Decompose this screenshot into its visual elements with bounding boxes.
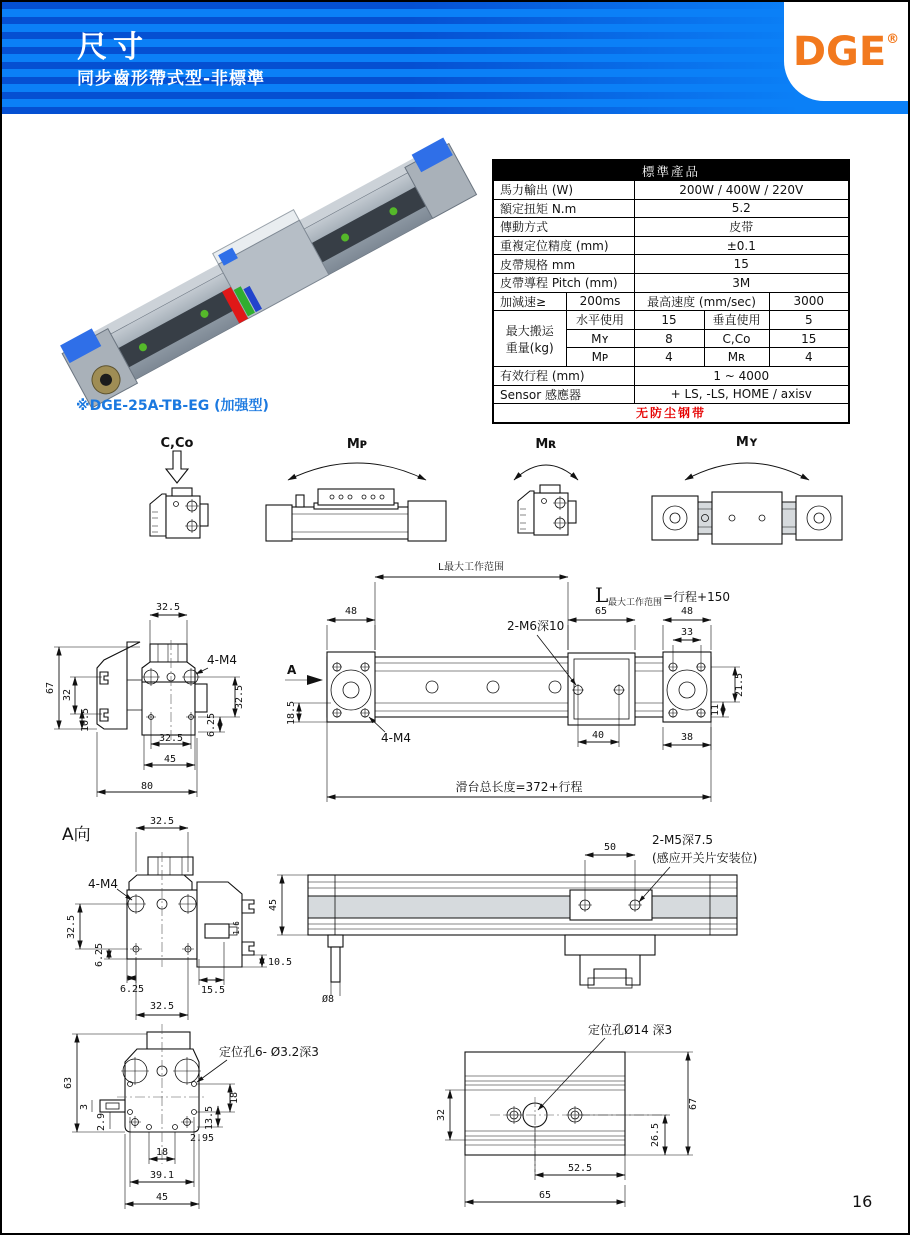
formula-L: L [595, 583, 609, 607]
dim-work-range: L最大工作范围 [437, 562, 505, 573]
mv-dim-39-1: 39.1 [149, 1170, 175, 1181]
spec-value: 8 [634, 329, 704, 348]
av-callout-m4: 4-M4 [88, 877, 118, 891]
sv-callout-m5: 2-M5深7.5 [652, 833, 714, 847]
mv-dim-2-9: 2.9 [96, 1112, 107, 1132]
cs-callout-m4: 4-M4 [207, 653, 237, 667]
spec-label: 加減速≥ [493, 292, 566, 311]
mv-callout-leader [197, 1060, 227, 1082]
cco-section-sketch [150, 488, 208, 538]
spec-label: C,Co [704, 329, 769, 348]
spec-label: Mʏ [566, 329, 634, 348]
spec-table [492, 159, 850, 424]
av-dim-15-5: 15.5 [200, 985, 226, 996]
spec-value: 3M [634, 273, 849, 292]
cs-dim-6-25: 6.25 [206, 712, 217, 738]
cs-callout-m4-leader [196, 668, 208, 674]
cs-dim-80: 80 [140, 781, 154, 792]
slider-profile [142, 640, 207, 740]
view-arrow-label: A [287, 663, 297, 677]
formula-sub: 最大工作范围 [608, 598, 663, 608]
av-dim-32-5-bottom: 32.5 [149, 1001, 175, 1012]
view-arrow-icon [307, 675, 323, 685]
side-view-drawing [270, 820, 908, 1012]
cs-dim-32-5-top: 32.5 [155, 602, 181, 613]
mr-label: Mʀ [535, 437, 557, 452]
cs-dim-45: 45 [163, 754, 177, 765]
spec-value: 15 [769, 329, 849, 348]
cross-section-drawing [32, 592, 282, 807]
a-view-title: A向 [62, 825, 91, 845]
mv-dim-18: 18 [229, 1091, 240, 1105]
spec-value: 4 [769, 348, 849, 367]
my-label: Mʏ [735, 435, 759, 450]
model-caption: ※DGE-25A-TB-EG (加强型) [76, 398, 269, 414]
pv-dim-67: 67 [688, 1097, 699, 1111]
dim-total-length: 滑台总长度=372+行程 [455, 780, 583, 794]
spec-value: 5 [769, 311, 849, 330]
av-dim-1-6: 1.6 [232, 921, 241, 935]
sv-dim-50: 50 [603, 842, 617, 853]
rail-outline [327, 657, 711, 717]
pv-dim-65: 65 [538, 1190, 552, 1201]
moment-mr-diagram [504, 434, 589, 549]
spec-label: 最高速度 (mm/sec) [634, 292, 769, 311]
mv-dim-45: 45 [155, 1192, 169, 1203]
dim-65: 65 [594, 606, 608, 617]
pv-dim-26-5: 26.5 [650, 1122, 661, 1148]
mr-section-sketch [518, 485, 576, 535]
av-dim-6-25-bottom: 6.25 [119, 984, 145, 995]
cs-dim-10-5: 10.5 [80, 707, 91, 733]
spec-label: Sensor 感應器 [493, 385, 634, 404]
spec-label: Mᴘ [566, 348, 634, 367]
spec-value: 皮带 [634, 218, 849, 237]
brand-logo: DGE® [792, 28, 900, 75]
cs-dim-32-5-right: 32.5 [234, 684, 245, 710]
my-topview-sketch [652, 492, 842, 544]
plate-view-drawing [430, 1012, 722, 1227]
mv-dim-3: 3 [79, 1103, 90, 1111]
spec-label: 馬力輸出 (W) [493, 181, 634, 200]
mp-label: Mᴘ [346, 437, 368, 452]
page-title: 尺寸 [77, 30, 149, 65]
a-view-rail-profile [197, 882, 254, 967]
dim-21-5: 21.5 [734, 672, 745, 698]
sensor-plate [570, 890, 652, 920]
av-dim-6-25-left: 6.25 [94, 942, 105, 968]
mv-dim-2-95: 2.95 [190, 1133, 215, 1144]
dim-18-5: 18.5 [286, 700, 297, 726]
cco-label: C,Co [160, 436, 194, 451]
mv-dim-18-bottom: 18 [155, 1147, 169, 1158]
sv-dim-45: 45 [268, 898, 279, 912]
pv-callout-hole: 定位孔Ø14 深3 [588, 1023, 673, 1037]
right-end-block [663, 652, 711, 722]
mv-callout-holes: 定位孔6- Ø3.2深3 [219, 1045, 319, 1059]
spec-value: 15 [634, 311, 704, 330]
dim-11: 11 [710, 703, 721, 717]
cs-dim-67: 67 [45, 681, 56, 695]
top-view-drawing [285, 550, 907, 812]
spec-value: 4 [634, 348, 704, 367]
side-view-body [308, 875, 737, 935]
spec-label: 重複定位精度 (mm) [493, 236, 634, 255]
probe-shaft [328, 935, 343, 982]
spec-value: 5.2 [634, 199, 849, 218]
pv-dim-52-5: 52.5 [567, 1163, 593, 1174]
av-dim-32-5-top: 32.5 [149, 816, 175, 827]
callout-m4: 4-M4 [381, 731, 411, 745]
dim-40: 40 [591, 730, 605, 741]
pitch-moment-arrow [288, 463, 426, 480]
dim-48-right: 48 [680, 606, 694, 617]
left-end-block [327, 652, 375, 722]
page-number: 16 [852, 1192, 873, 1211]
cs-dim-32: 32 [62, 688, 73, 702]
spec-group-label: 最大搬运 重量(kg) [493, 311, 566, 367]
dim-48-left: 48 [344, 606, 358, 617]
actuator-body [55, 130, 479, 408]
moment-mp-diagram [260, 434, 455, 546]
dim-38: 38 [680, 732, 694, 743]
product-photo [54, 130, 486, 398]
a-view-drawing [32, 812, 294, 1018]
spec-value: 15 [634, 255, 849, 274]
callout-m6: 2-M6深10 [507, 619, 565, 633]
spec-label: 皮帶導程 Pitch (mm) [493, 273, 634, 292]
cs-dim-32-5-bottom: 32.5 [158, 733, 184, 744]
spec-value: + LS, -LS, HOME / axisv [634, 385, 849, 404]
spec-value: 3000 [769, 292, 849, 311]
sv-callout-m5-note: (感应开关片安装位) [652, 851, 758, 865]
a-view-body [126, 852, 198, 967]
spec-label: 垂直使用 [704, 311, 769, 330]
spec-label: 額定扭矩 N.m [493, 199, 634, 218]
spec-value: 1 ~ 4000 [634, 366, 849, 385]
plate-body [465, 1052, 670, 1172]
av-dim-32-5-left: 32.5 [66, 914, 77, 940]
page-header [2, 2, 908, 114]
yaw-moment-arrow [685, 463, 809, 480]
pv-dim-32: 32 [436, 1108, 447, 1122]
motor-view-drawing [32, 1014, 372, 1224]
spec-label: 皮帶規格 mm [493, 255, 634, 274]
mp-sideview-sketch [266, 489, 446, 541]
rail-profile [97, 642, 142, 729]
sv-dim-d8: Ø8 [322, 994, 335, 1005]
formula-rest: =行程+150 [663, 590, 731, 604]
spec-value: ±0.1 [634, 236, 849, 255]
spec-label: 有效行程 (mm) [493, 366, 634, 385]
spec-footer-note: 无防尘钢带 [493, 404, 849, 423]
spec-label: 水平使用 [566, 311, 634, 330]
spec-value: 200W / 400W / 220V [634, 181, 849, 200]
spec-label: Mʀ [704, 348, 769, 367]
registered-mark: ® [886, 31, 900, 47]
down-arrow-icon [166, 451, 188, 483]
dim-33: 33 [680, 627, 694, 638]
moment-my-diagram [647, 432, 847, 547]
roll-moment-arrow [514, 465, 578, 480]
page-subtitle: 同步齒形帶式型-非標準 [77, 69, 266, 89]
motor-probe [100, 1100, 125, 1112]
mv-dim-63: 63 [63, 1076, 74, 1090]
callout-m4-leader [369, 717, 385, 732]
spec-value: 200ms [566, 292, 634, 311]
spec-label: 傳動方式 [493, 218, 634, 237]
carriage-underside [565, 935, 655, 988]
spec-table-title: 標準產品 [493, 160, 849, 181]
logo-box [784, 2, 908, 101]
av-dim-10-5: 10.5 [268, 957, 293, 968]
mv-dim-13-5: 13.5 [204, 1105, 215, 1131]
moment-cco-diagram [130, 434, 225, 549]
